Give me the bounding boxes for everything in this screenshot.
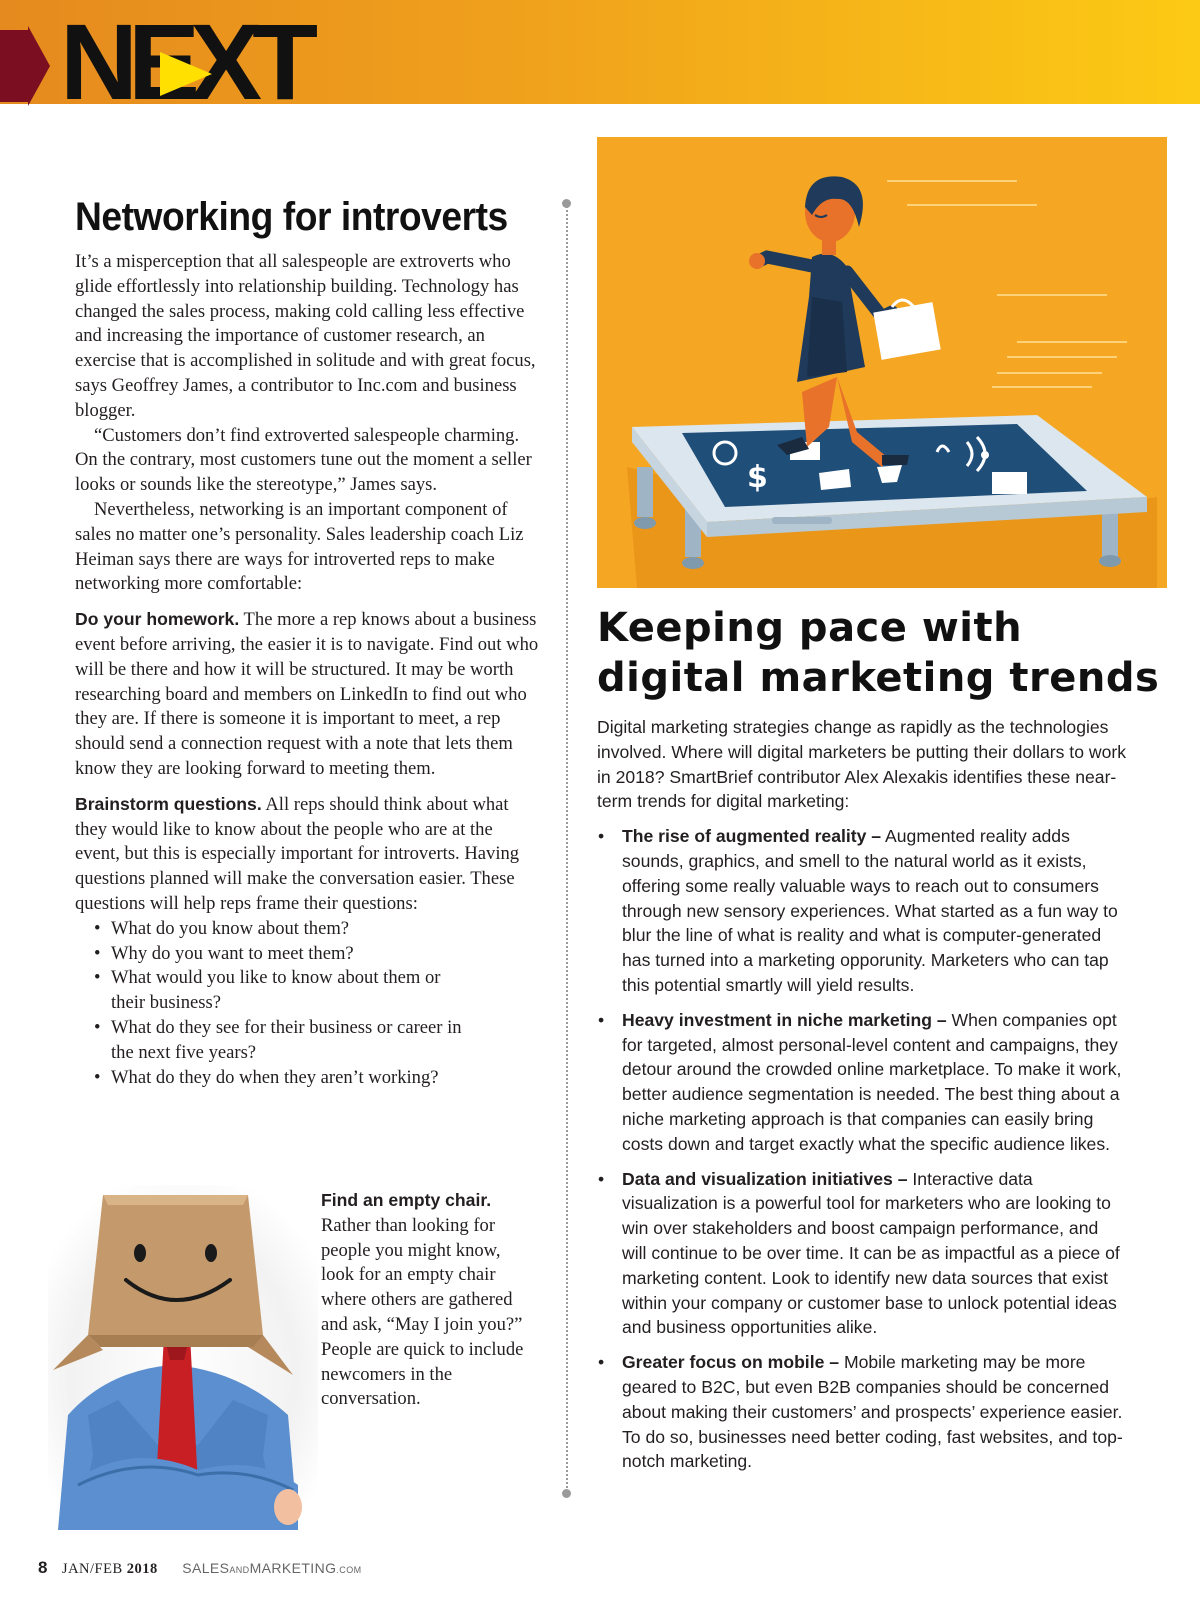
column-divider xyxy=(566,206,568,1496)
article-paragraph: “Customers don’t find extroverted salespeople charming. On the contrary, most customers tune out the moment a seller looks or sounds like the stereotype,” James says. xyxy=(75,424,532,496)
trend-heading: Heavy investment in niche marketing – xyxy=(622,1009,947,1030)
box-head-man-photo xyxy=(48,1185,318,1530)
homework-heading: Do your homework. xyxy=(75,609,240,630)
banner-maroon-block xyxy=(0,30,30,102)
banner-chevron-icon xyxy=(28,26,50,106)
networking-article xyxy=(75,192,540,1090)
question-item: • What do you know about them? xyxy=(94,917,540,942)
header-banner xyxy=(0,0,1200,122)
trend-list xyxy=(597,824,1127,1474)
article-intro: Digital marketing strategies change as rapidly as the technologies involved. Where will digital marketers be putting their dollars to work in 2018? SmartBrief contributor Alex Alexakis identifies these near-term trends for digital marketing: xyxy=(597,717,1127,812)
trend-item xyxy=(597,1167,1127,1341)
chair-section xyxy=(321,1188,536,1412)
page-number: 8 xyxy=(38,1558,48,1577)
page-footer xyxy=(38,1558,362,1578)
question-item: • What do they do when they aren’t working? xyxy=(94,1066,540,1091)
digital-marketing-article xyxy=(597,603,1160,1484)
site-part: AND xyxy=(229,1565,250,1575)
speed-lines-icon xyxy=(887,181,1127,387)
yellow-arrow-icon xyxy=(160,52,212,96)
trend-heading: Greater focus on mobile – xyxy=(622,1352,840,1373)
chair-heading: Find an empty chair. xyxy=(321,1190,492,1210)
trend-body: Interactive data visualization is a powerful tool for marketers who are looking to win over stakeholders and boost campaign performance, and will continue to be over time. It can be as impactful as a piece of marketing content. Look to identify new data sources that exist within your company or customer base to unlock potential ideas and business opportunities alike. xyxy=(622,1168,1120,1338)
homework-section xyxy=(75,607,540,782)
trend-body: When companies opt for targeted, almost personal-level content and campaigns, they detour around the crowded online marketplace. To make it work, better audience segmentation is needed. The best thing about a niche marketing approach is that companies can easily bring costs down and target exactly what the specific audience likes. xyxy=(622,1009,1122,1154)
trend-item xyxy=(597,1008,1127,1157)
svg-text:$: $ xyxy=(747,460,768,495)
article-paragraph: Nevertheless, networking is an important component of sales no matter one’s personality. Sales leadership coach Liz Heiman says there are ways for introverted reps to make networking more comfortable: xyxy=(75,498,524,595)
trend-heading: Data and visualization initiatives – xyxy=(622,1168,908,1189)
site-part: .COM xyxy=(336,1565,362,1575)
chair-body: Rather than looking for people you might know, look for an empty chair where others are gathered and ask, “May I join you?” People are quick to include newcomers in the conversation. xyxy=(321,1214,524,1410)
homework-body: The more a rep knows about a business event before arriving, the easier it is to navigate. Find out who will be there and how it will be structured. It may be worth researching board and members on LinkedIn to find out who they are. If there is someone it is important to meet, a rep should send a connection request with a note that lets them know they are looking forward to meeting them. xyxy=(75,609,539,779)
article-title: Networking for introverts xyxy=(75,195,508,239)
question-item: • What do they see for their business or career in the next five years? xyxy=(94,1016,471,1066)
trend-heading: The rise of augmented reality – xyxy=(622,826,882,847)
brainstorm-section xyxy=(75,792,540,917)
trend-item xyxy=(597,1350,1127,1474)
title-line: digital marketing trends xyxy=(597,655,1160,701)
issue-date xyxy=(62,1561,158,1577)
article-title xyxy=(597,603,1160,703)
website-link[interactable] xyxy=(182,1560,361,1576)
title-line: Keeping pace with xyxy=(597,605,1023,651)
site-part: SALES xyxy=(182,1560,230,1576)
divider-dot-top xyxy=(562,199,571,208)
question-item: • What would you like to know about them or their business? xyxy=(94,966,441,1016)
issue-months: JAN/FEB xyxy=(61,1561,123,1577)
question-list xyxy=(75,917,540,1091)
trend-item xyxy=(597,824,1127,998)
article-paragraph: It’s a misperception that all salespeople are extroverts who glide effortlessly into relationship building. Technology has changed the sales process, making cold calling less effective and increasing the importance of customer research, an exercise that is accomplished in solitude and with great focus, says Geoffrey James, a contributor to Inc.com and business blogger. xyxy=(75,251,536,421)
divider-dot-bottom xyxy=(562,1489,571,1498)
issue-year: 2018 xyxy=(126,1561,158,1577)
trend-body: Augmented reality adds sounds, graphics, and smell to the natural world as it exists, offering some really valuable ways to reach out to consumers through new sensory experiences. What started as a fun way to blur the line of what is reality and what is computer-generated has turned into a marketing opporunity. Marketers who can tap this potential smartly will yield results. xyxy=(622,826,1118,995)
section-title: NEXT xyxy=(60,1,309,122)
site-part: MARKETING xyxy=(249,1560,337,1576)
brainstorm-body: All reps should think about what they would like to know about the people who are at the event, but this is especially important for introverts. Having questions planned will make the conversation easier. These questions will help reps frame their questions: xyxy=(75,793,520,914)
trend-body: Mobile marketing may be more geared to B2C, but even B2B companies should be concerned about making their customers’ and prospects’ experience easier. To do so, businesses need better coding, fast websites, and top-notch marketing. xyxy=(622,1352,1123,1472)
hero-illustration xyxy=(597,137,1167,588)
brainstorm-heading: Brainstorm questions. xyxy=(75,793,262,814)
question-item: • Why do you want to meet them? xyxy=(94,942,540,967)
